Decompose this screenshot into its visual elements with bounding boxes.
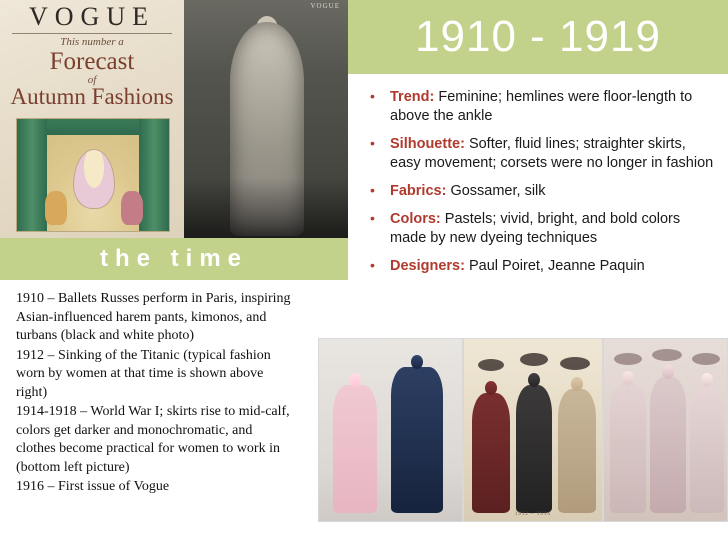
bullet-text: Feminine; hemlines were floor-length to above the ankle: [390, 89, 693, 124]
curtain-left: [17, 119, 47, 231]
fashion-image-center: [463, 338, 604, 522]
timeline-paragraph: 1912 – Sinking of the Titanic (typical fashion worn by women at that time is shown above right): [16, 347, 271, 400]
bullet-label: Silhouette:: [390, 136, 465, 152]
bullet-text: Paul Poiret, Jeanne Paquin: [464, 258, 645, 274]
bullet-text: Softer, fluid lines; straighter skirts, easy movement; corsets were no longer in fashion: [390, 136, 714, 171]
hat-icon: [478, 359, 504, 371]
bullet-item: [366, 88, 718, 126]
timeline-paragraph: 1914-1918 – World War I; skirts rise to mid-calf, colors get darker and monochromatic, and clothes become practical for women to work in (bottom left picture): [16, 404, 290, 475]
vogue-rule: [12, 33, 172, 34]
vogue-line1: This number a: [60, 36, 124, 48]
dress-figure: [610, 383, 646, 513]
bullet-label: Colors:: [390, 211, 441, 227]
fashion-image-left: [318, 338, 463, 522]
bullet-item: [366, 210, 718, 248]
hat-icon: [520, 353, 548, 366]
dress-figure: [391, 367, 443, 513]
curtain-right: [139, 119, 169, 231]
dress-figure: [558, 389, 596, 513]
bullet-item: [366, 257, 718, 276]
vogue-line4: Autumn Fashions: [10, 84, 174, 109]
fashion-image-right: [603, 338, 728, 522]
photo-vignette: [184, 178, 348, 238]
the-time-band: [0, 238, 348, 280]
dress-figure: [650, 377, 686, 513]
stage-figure-center: [73, 149, 115, 209]
bullet-list: [366, 88, 718, 285]
page-title: 1910 - 1919: [415, 12, 661, 61]
historic-photo: [184, 0, 348, 238]
photo-caption: VOGUE: [310, 2, 340, 10]
vogue-line3: of: [87, 74, 97, 86]
vogue-cover-image: [0, 0, 184, 238]
timeline-paragraph: 1910 – Ballets Russes perform in Paris, inspiring Asian-influenced harem pants, kimonos, and turbans (black and white photo): [16, 291, 291, 343]
bullet-label: Trend:: [390, 89, 435, 105]
fashion-photo-strip: [318, 338, 728, 522]
bullet-label: Fabrics:: [390, 183, 447, 199]
stage-figure-left: [45, 191, 67, 225]
timeline-paragraph: 1916 – First issue of Vogue: [16, 479, 170, 494]
hat-icon: [560, 357, 590, 370]
vogue-masthead: VOGUE: [29, 2, 155, 31]
vogue-line2: Forecast: [49, 48, 135, 75]
bullet-item: [366, 182, 718, 201]
dress-figure: [472, 393, 510, 513]
stage-figure-right: [121, 191, 143, 225]
bullet-text: Gossamer, silk: [446, 183, 546, 199]
the-time-label: the time: [99, 245, 248, 272]
title-band: [348, 0, 728, 74]
bullet-item: [366, 135, 718, 173]
bullet-text: Pastels; vivid, bright, and bold colors made by new dyeing techniques: [390, 211, 681, 246]
timeline-text: [16, 290, 294, 498]
dress-figure: [516, 385, 552, 513]
hat-icon: [652, 349, 682, 361]
vogue-cover-illustration: [16, 118, 170, 232]
hat-icon: [614, 353, 642, 365]
fashion-image-caption: 1912 – 1914: [514, 512, 551, 517]
hat-icon: [692, 353, 720, 365]
dress-figure: [690, 385, 724, 513]
dress-figure: [333, 385, 377, 513]
bullet-label: Designers:: [390, 258, 465, 274]
